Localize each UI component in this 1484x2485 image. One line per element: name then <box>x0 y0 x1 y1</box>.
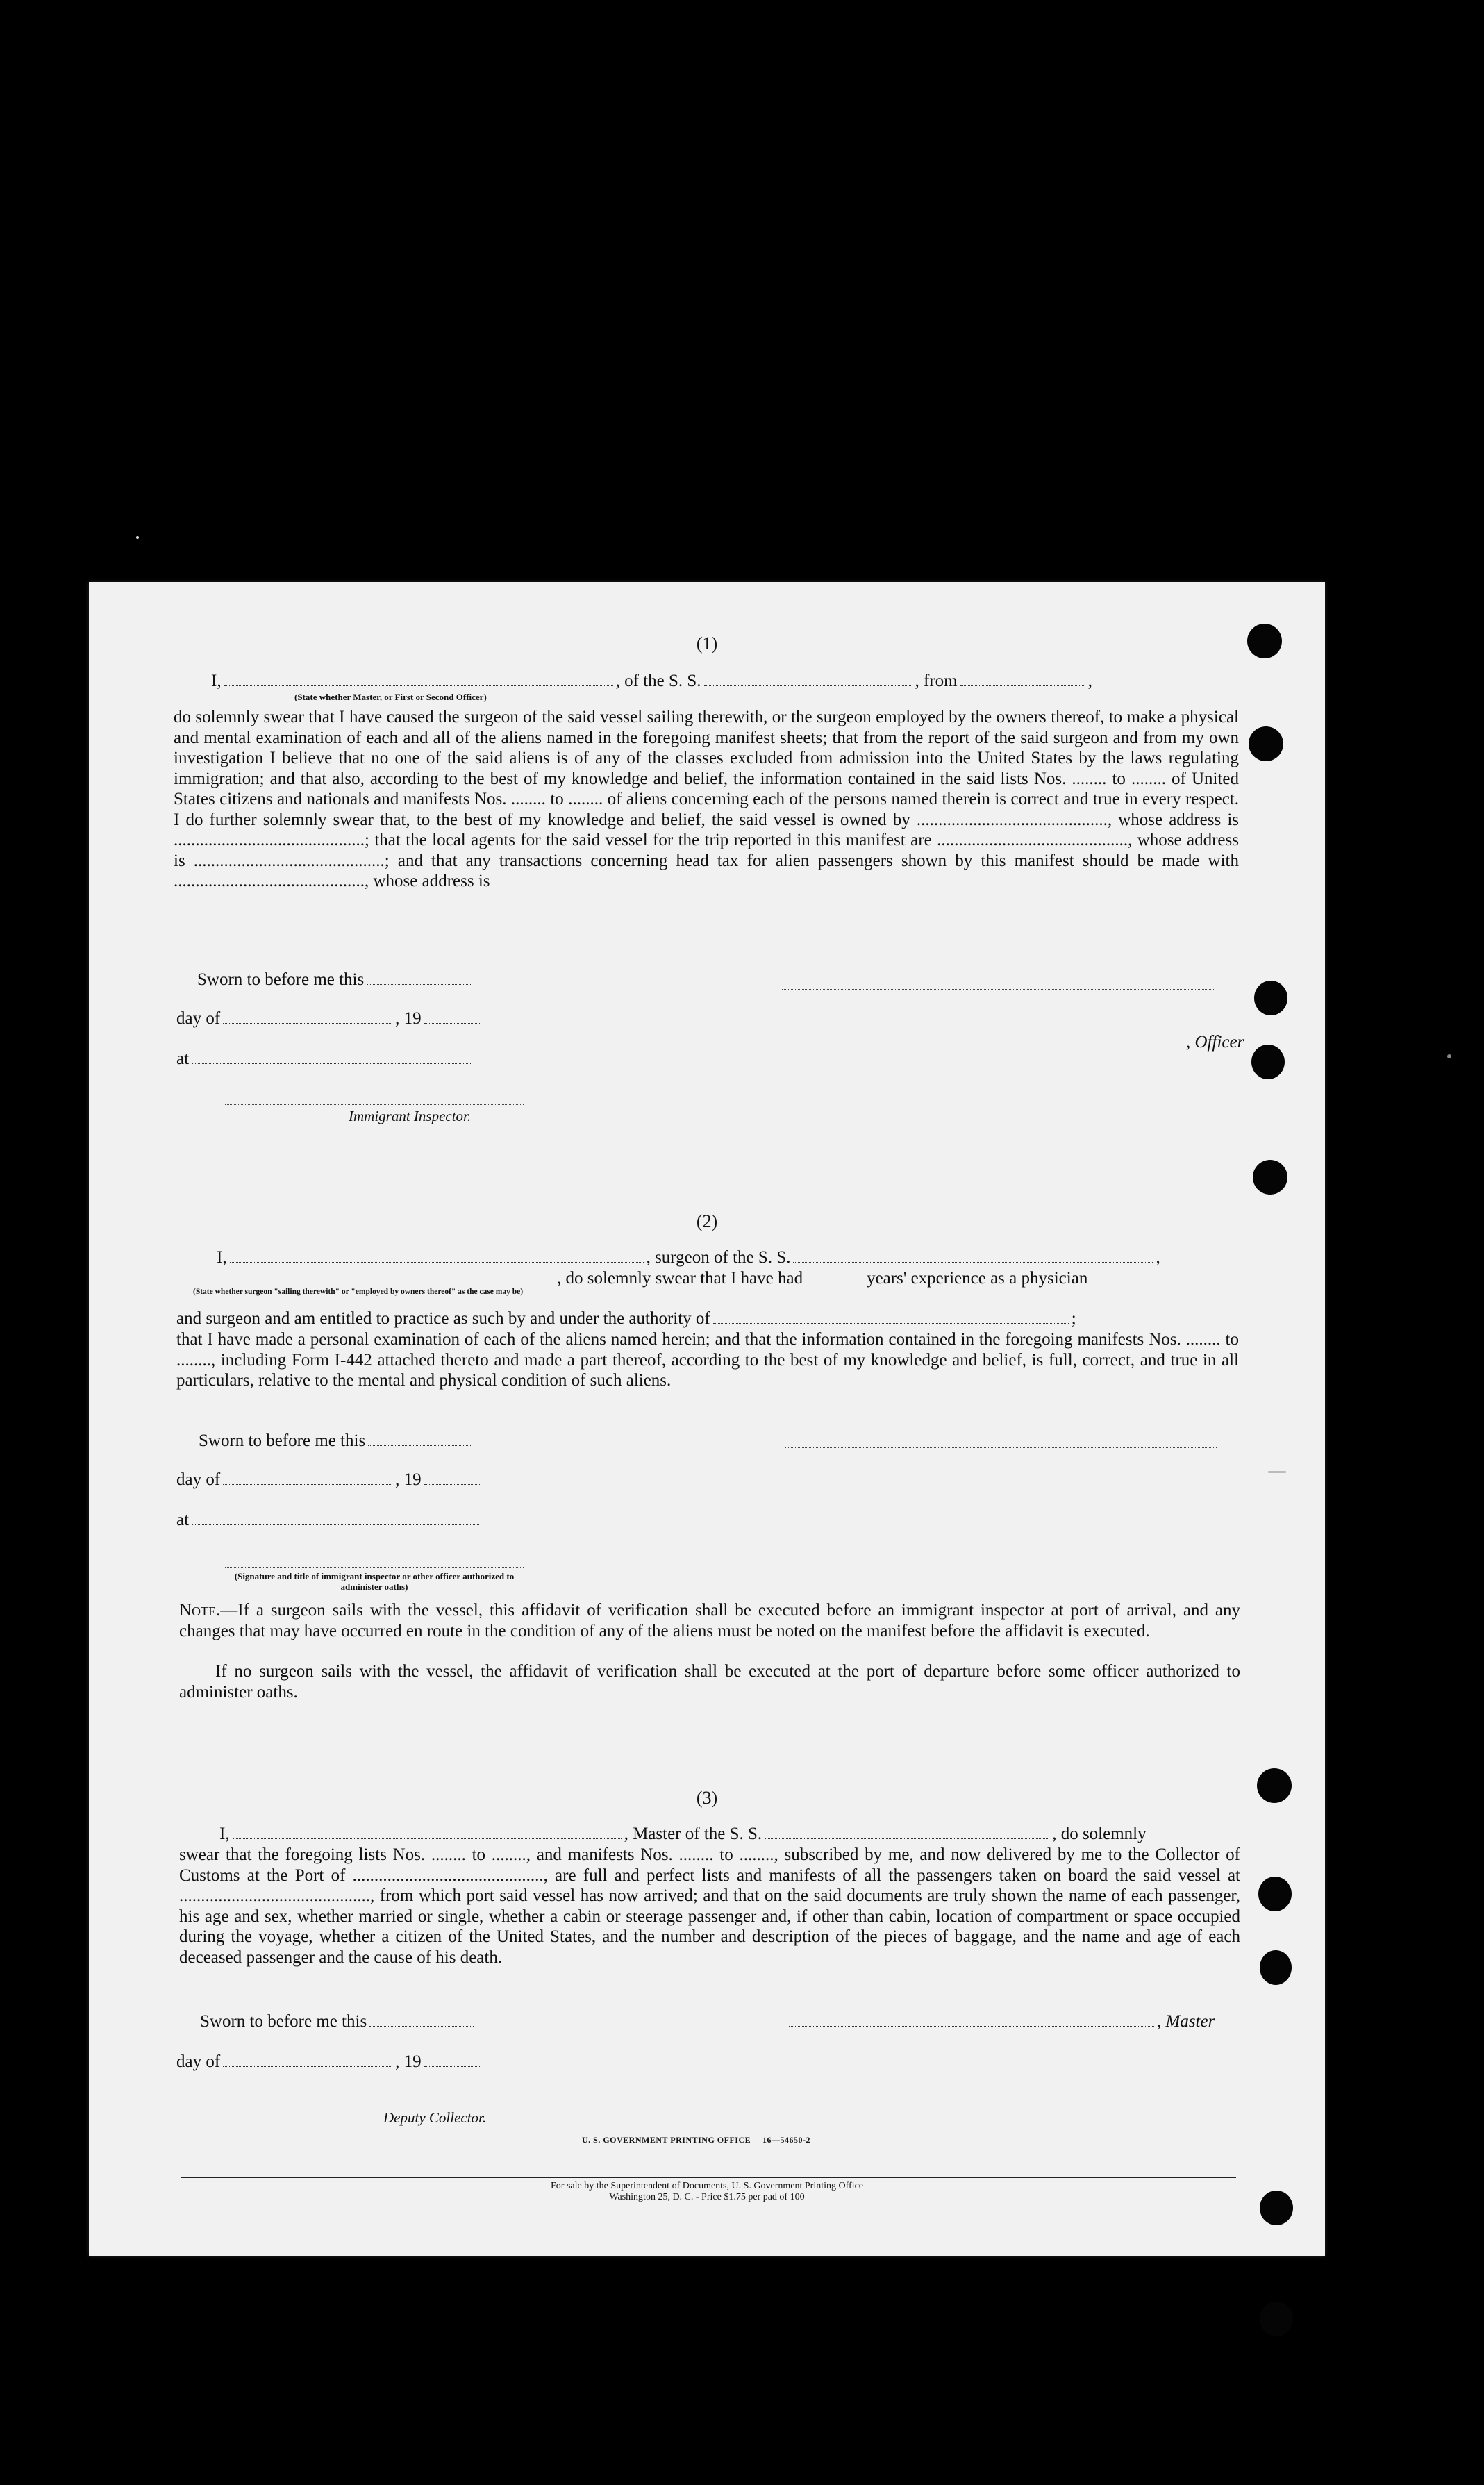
day-of-label-3: day of <box>176 2052 221 2071</box>
section-2-sworn <box>199 1431 475 1452</box>
section-2-at <box>176 1510 482 1531</box>
year-field-1[interactable] <box>424 1023 480 1024</box>
officer-label: , Officer <box>1186 1033 1244 1052</box>
form-page <box>89 582 1325 2256</box>
vessel-name-field-3[interactable] <box>765 1838 1049 1839</box>
no-surgeon-note: If no surgeon sails with the vessel, the affidavit of verification shall be executed at the port of departure before some officer authorized to administer oaths. <box>179 1662 1240 1702</box>
scan-speck <box>1447 1054 1451 1058</box>
years-experience-label: years' experience as a physician <box>867 1269 1088 1288</box>
section-3-paragraph: swear that the foregoing lists Nos. ........ to ........, and manifests Nos. ........ to ........, subscribed by me, and now delivered by me to the Collector of Customs at the Port of ............................................, are full and perfect lists and manifests of all the passengers taken on board the said vessel at ............................................, from which port said vessel has now arrived; and that on the said documents are truly shown the name of each passenger, his age and sex, whether married or single, whether a cabin or steerage passenger and, if other than cabin, location of compartment or space occupied during the voyage, whether a citizen of the United States, and the number and description of the pieces of baggage, and the name and age of each deceased passenger and the cause of his death. <box>179 1845 1240 1967</box>
binder-hole-8 <box>1260 1950 1292 1985</box>
signature-title-note: (Signature and title of immigrant inspector or other officer authorized to administer oaths) <box>234 1571 515 1592</box>
authority-label: and surgeon and am entitled to practice as such by and under the authority of <box>176 1309 710 1328</box>
year-field-2[interactable] <box>424 1484 480 1485</box>
binder-hole-5 <box>1253 1160 1287 1195</box>
section-2-paragraph: that I have made a personal examination of each of the aliens named herein; and that the information contained in the foregoing manifests Nos. ........ to ........, including Form I-442 attached thereto and made a part thereof, according to the best of my knowledge and belief, is full, correct, and true in all particulars, relative to the mental and physical condition of such aliens. <box>176 1330 1239 1390</box>
solemnly-swear-label: , do solemnly swear that I have had <box>557 1269 803 1288</box>
binder-hole-7 <box>1258 1877 1292 1911</box>
oath-officer-signature-line[interactable] <box>225 1567 524 1568</box>
day-of-label-2: day of <box>176 1470 221 1489</box>
year-field-3[interactable] <box>424 2066 480 2067</box>
at-field-1[interactable] <box>192 1063 472 1064</box>
day-of-field-2[interactable] <box>223 1484 392 1485</box>
scan-mark <box>1268 1471 1286 1473</box>
binder-hole-9 <box>1260 2191 1293 2225</box>
of-ss-label: , of the S. S. <box>615 672 701 690</box>
sworn-label-2: Sworn to before me this <box>199 1431 366 1450</box>
sale-notice <box>89 2181 1325 2203</box>
binder-hole-1 <box>1247 624 1282 658</box>
at-field-2[interactable] <box>192 1524 479 1525</box>
binder-hole-10 <box>1260 2302 1293 2336</box>
year-label-2: , 19 <box>395 1470 422 1489</box>
scan-speck <box>136 536 139 539</box>
inspector-signature-line[interactable] <box>225 1104 524 1105</box>
section-3-day-of <box>176 2052 483 2072</box>
year-label-3: , 19 <box>395 2052 422 2071</box>
surgeon-of-ss-label: , surgeon of the S. S. <box>646 1248 791 1267</box>
do-solemnly-label: , do solemnly <box>1052 1825 1147 1843</box>
at-label-2: at <box>176 1511 190 1529</box>
master-label: , Master <box>1157 2012 1215 2031</box>
master-signature-field[interactable] <box>789 2026 1154 2027</box>
section-2-day-of <box>176 1470 483 1490</box>
year-label-1: , 19 <box>395 1009 422 1028</box>
master-signature-line <box>786 2011 1215 2032</box>
section-1-i-label: I, <box>211 672 222 690</box>
section-2-line-1: I, , surgeon of the S. S. , <box>217 1248 1160 1267</box>
surgeon-note <box>179 1600 1240 1641</box>
master-name-field[interactable] <box>224 685 613 686</box>
sworn-date-field-2[interactable] <box>368 1445 472 1446</box>
officer-line <box>825 1032 1244 1053</box>
printing-office-label: U. S. GOVERNMENT PRINTING OFFICE <box>582 2135 751 2145</box>
surgeon-capacity-note: (State whether surgeon "sailing therewith" or "employed by owners thereof" as the case may be) <box>193 1288 524 1296</box>
section-1-paragraph: do solemnly swear that I have caused the surgeon of the said vessel sailing therewith, or the surgeon employed by the owners thereof, to make a physical and mental examination of each and all of the aliens named in the foregoing manifest sheets; that from the report of the said surgeon and from my own investigation I believe that no one of the said aliens is of any of the classes excluded from admission into the United States by the laws regulating immigration; and that also, according to the best of my knowledge and belief, the information contained in the said lists Nos. ........ to ........ of United States citizens and nationals and manifests Nos. ........ to ........ of aliens concerning each of the persons named therein is correct and true in every respect. I do further solemnly swear that, to the best of my knowledge and belief, the said vessel is owned by ............................................, whose address is ............................................; that the local agents for the said vessel for the trip reported in this manifest are ............................................, whose address is ............................................; and that any transactions concerning head tax for alien passengers shown by this manifest should be made with ............................................, whose address is <box>174 708 1239 890</box>
section-3-line-1 <box>219 1824 1147 1845</box>
immigrant-inspector-label: Immigrant Inspector. <box>349 1108 472 1124</box>
binder-hole-4 <box>1251 1045 1285 1079</box>
at-label-1: at <box>176 1049 190 1068</box>
officer-signature-line[interactable] <box>782 989 1214 990</box>
sale-line-2: Washington 25, D. C. - Price $1.75 per pad of 100 <box>609 2192 805 2202</box>
section-1-at <box>176 1049 475 1070</box>
day-of-label-1: day of <box>176 1009 221 1028</box>
sworn-label-3: Sworn to before me this <box>200 2012 367 2031</box>
vessel-name-field[interactable] <box>704 685 912 686</box>
section-3-sworn <box>200 2011 476 2032</box>
authority-field[interactable] <box>713 1323 1069 1324</box>
deputy-collector-label: Deputy Collector. <box>383 2109 487 2126</box>
section-1-line-1: I, , of the S. S. , from , <box>211 672 1092 690</box>
note-label: Note. <box>179 1601 221 1620</box>
note-text: —If a surgeon sails with the vessel, this affidavit of verification shall be executed before an immigrant inspector at port of arrival, and any changes that may have occurred en route in the condition of any of the aliens must be noted on the manifest before the affidavit is executed. <box>179 1601 1240 1640</box>
sworn-label-1: Sworn to before me this <box>197 970 365 989</box>
surgeon-vessel-field[interactable] <box>793 1262 1153 1263</box>
day-of-field-3[interactable] <box>223 2066 392 2067</box>
binder-hole-6 <box>1257 1768 1292 1803</box>
section-1-sworn <box>197 970 474 990</box>
sale-line-1: For sale by the Superintendent of Documents, U. S. Government Printing Office <box>551 2181 863 2191</box>
binder-hole-3 <box>1254 981 1287 1015</box>
master-of-ss-label: , Master of the S. S. <box>624 1825 762 1843</box>
section-1-number: (1) <box>696 633 718 654</box>
section-3-number: (3) <box>696 1788 718 1808</box>
day-of-field-1[interactable] <box>223 1023 392 1024</box>
section-2-number: (2) <box>696 1211 718 1231</box>
section-2-line-3: and surgeon and am entitled to practice as such by and under the authority of ; <box>176 1309 1076 1328</box>
master-name-field-3[interactable] <box>233 1838 622 1839</box>
sworn-date-field-1[interactable] <box>367 984 471 985</box>
section-3-i-label: I, <box>219 1825 230 1843</box>
form-code-label: 16—54650-2 <box>762 2135 810 2145</box>
section-2-i-label: I, <box>217 1248 227 1267</box>
section-2-line-2 <box>176 1268 1087 1289</box>
footer-rule <box>181 2177 1236 2178</box>
from-port-field[interactable] <box>960 685 1085 686</box>
from-label: , from <box>915 672 958 690</box>
surgeon-signature-line[interactable] <box>785 1447 1217 1448</box>
section-1-day-of <box>176 1008 483 1029</box>
master-rank-note: (State whether Master, or First or Second Officer) <box>294 692 487 702</box>
sworn-date-field-3[interactable] <box>369 2026 474 2027</box>
surgeon-name-field[interactable] <box>230 1262 644 1263</box>
binder-hole-2 <box>1249 726 1283 761</box>
